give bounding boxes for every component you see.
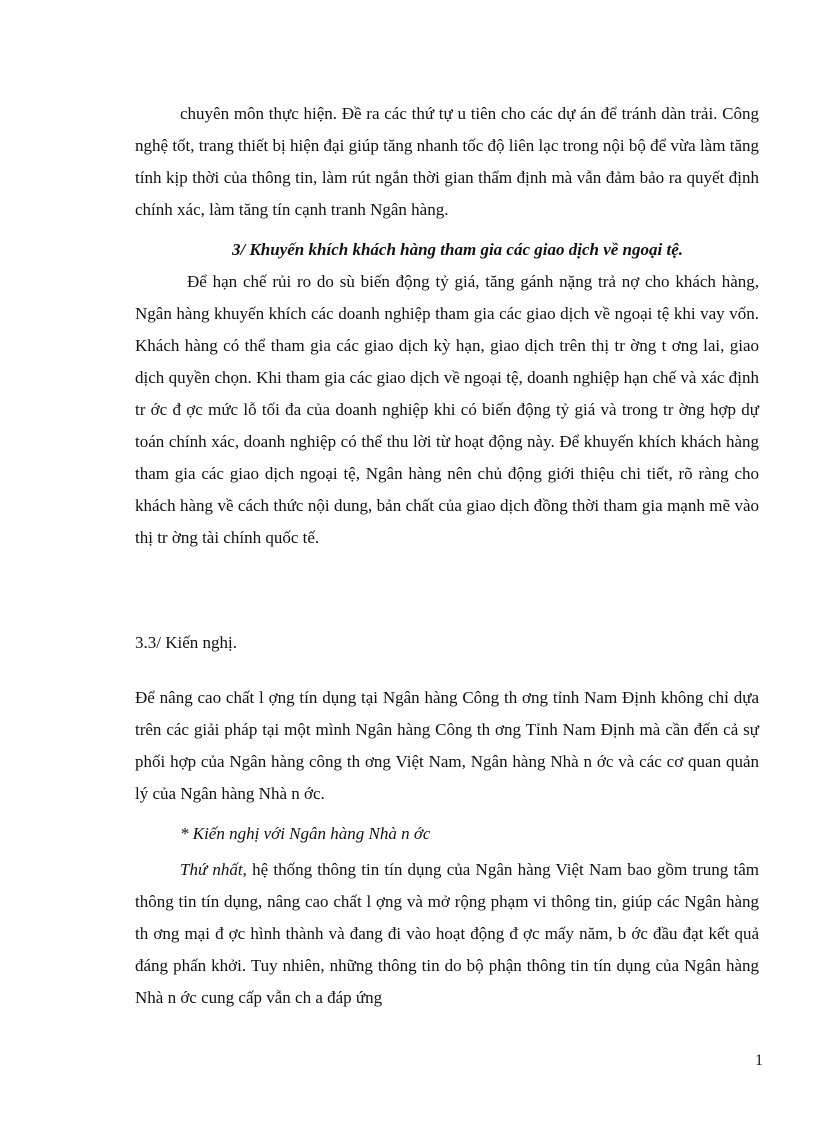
paragraph-intro: chuyên môn thực hiện. Đề ra các thứ tự u tiên cho các dự án để tránh dàn trải. Công nghệ tốt, trang thiết bị hiện đại giúp tăng nhanh tốc độ liên lạc trong nội bộ để vừa làm tăng tính kịp thời của thông tin, làm rút ngắn thời gian thẩm định mà vẫn đảm bảo ra quyết định chính xác, làm tăng tín cạnh tranh Ngân hàng.	[135, 104, 759, 219]
first-point-text: , hệ thống thông tin tín dụng của Ngân hàng Việt Nam bao gồm trung tâm thông tin tín dụng, nâng cao chất l ợng và mở rộng phạm vi thông tin, giúp các Ngân hàng th ơng mại đ ợc hình thành và đang đi vào hoạt động đ ợc mấy năm, b ớc đầu đạt kết quả đáng phấn khởi. Tuy nhiên, những thông tin do bộ phận thông tin tín dụng của Ngân hàng Nhà n ớc cung cấp vẫn ch a đáp ứng	[135, 860, 760, 1007]
paragraph-foreign-currency: Để hạn chế rủi ro do sù biến động tỷ giá, tăng gánh nặng trả nợ cho khách hàng, Ngân hàng khuyến khích các doanh nghiệp tham gia các giao dịch về ngoại tệ khi vay vốn. Khách hàng có thể tham gia các giao dịch kỳ hạn, giao dịch trên thị tr ờng t ơng lai, giao dịch quyền chọn. Khi tham gia các giao dịch về ngoại tệ, doanh nghiệp hạn chế và xác định tr ớc đ ợc mức lỗ tối đa của doanh nghiệp khi có biến động tỷ giá và trong tr ờng hợp dự toán chính xác, doanh nghiệp có thể thu lời từ hoạt động này. Để khuyến khích khách hàng tham gia các giao dịch ngoại tệ, Ngân hàng nên chủ động giới thiệu chi tiết, rõ ràng cho khách hàng về cách thức nội dung, bản chất của giao dịch đồng thời tham gia mạnh mẽ vào thị tr ờng tài chính quốc tế.	[135, 272, 759, 547]
first-point-lead: Thứ nhất	[180, 860, 243, 879]
section-heading-foreign-currency: 3/ Khuyến khích khách hàng tham gia các giao dịch về ngoại tệ.	[232, 240, 684, 259]
paragraph-recommendations: Để nâng cao chất l ợng tín dụng tại Ngân hàng Công th ơng tỉnh Nam Định không chỉ dựa trên các giải pháp tại một mình Ngân hàng Công th ơng Tỉnh Nam Định mà cần đến cả sự phối hợp của Ngân hàng công th ơng Việt Nam, Ngân hàng Nhà n ớc và các cơ quan quản lý của Ngân hàng Nhà n ớc.	[135, 688, 759, 803]
page-number: 1	[755, 1052, 763, 1069]
paragraph-first-point	[135, 854, 759, 1014]
section-heading-recommendations: 3.3/ Kiến nghị.	[135, 633, 237, 652]
subheading-state-bank: * Kiến nghị với Ngân hàng Nhà n ớc	[180, 824, 431, 843]
